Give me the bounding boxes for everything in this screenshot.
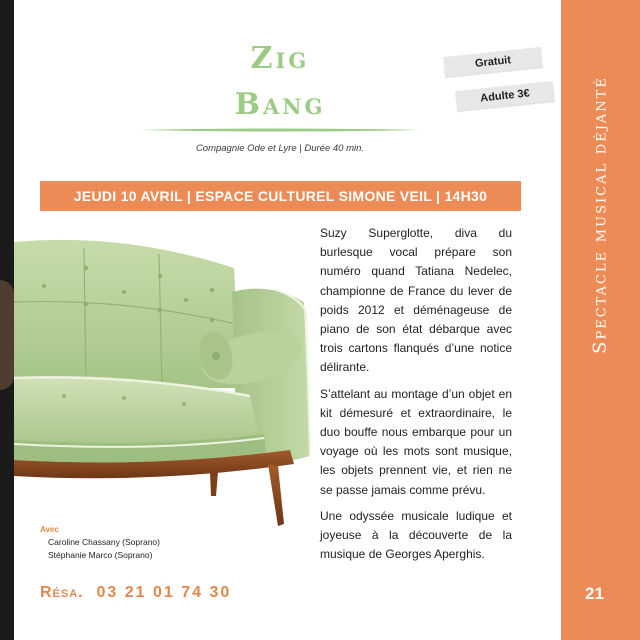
sofa-illustration — [14, 228, 314, 530]
price-tag-adult: Adulte 3€ — [455, 81, 555, 111]
category-title: Spectacle musical déjanté — [589, 76, 611, 354]
price-tag-free: Gratuit — [443, 47, 543, 77]
cast-label: Avec — [40, 525, 59, 534]
previous-page-edge — [0, 0, 14, 640]
date-venue-banner: JEUDI 10 AVRIL | ESPACE CULTUREL SIMONE VEIL | 14H30 — [40, 181, 521, 211]
cast-member: Stéphanie Marco (Soprano) — [48, 550, 153, 560]
show-title-line2: Bang — [234, 87, 326, 122]
cast-list — [40, 524, 260, 562]
description-paragraph-1: Suzy Superglotte, diva du burlesque vocal prépare son numéro quand Tatiana Nedelec, championne de France du lever de poids 2012 et déménageuse de piano de son état débarque avec trois cartons flanqués d’une notice délirante. — [320, 226, 512, 375]
description-paragraph-3: Une odyssée musicale ludique et joyeuse à la découverte de la musique de Georges Aperghis. — [320, 508, 512, 562]
description-paragraph-2: S’attelant au montage d’un objet en kit démesuré et extraordinaire, le duo bouffe nous embarque pour un voyage où les mots sont musique, les objets prennent vie, et rien ne se passe jamais comme prévu. — [320, 386, 512, 497]
company-info: Compagnie Ode et Lyre | Durée 40 min. — [195, 143, 365, 154]
show-title-line1: Zig — [250, 41, 310, 76]
show-title — [140, 36, 420, 128]
previous-photo-fragment — [0, 280, 14, 390]
reservation — [40, 584, 231, 602]
reservation-label: Résa. — [40, 584, 84, 601]
title-divider — [138, 128, 422, 132]
reservation-phone: 03 21 01 74 30 — [96, 584, 232, 601]
description — [320, 224, 512, 571]
cast-member: Caroline Chassany (Soprano) — [48, 537, 160, 547]
page-number: 21 — [585, 584, 604, 603]
